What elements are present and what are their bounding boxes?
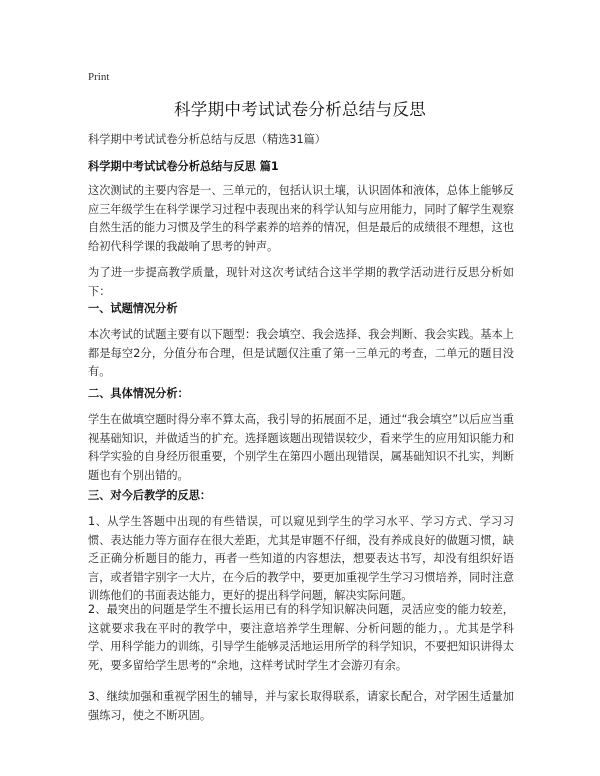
page-title: 科学期中考试试卷分析总结与反思: [174, 100, 426, 119]
paragraph-reflection-1: 1、从学生答题中出现的有些错误，可以窥见到学生的学习水平、学习方式、学习习惯、表达能力等方面存在很大差距，尤其是审题不仔细，没有养成良好的做题习惯，缺乏正确分析题目的能力，再者一些知道的内容想法，想要表达书写，却没有组织好语言，或者错字别字一大片，在今后的教学中，要更加重视学生学习习惯培养，同时注意训练他们的书面表达能力，更好的提出科学问题，解决实际问题。: [88, 515, 514, 603]
paragraph-intro: 这次测试的主要内容是一、三单元的，包括认识土壤，认识固体和液体，总体上能够反应三年级学生在科学课学习过程中表现出来的科学认知与应用能力，同时了解学生观察自然生活的能力习惯及学生的科学素养的培养的情况，但是最后的成绩很不理想，这也给初代科学课的我敲响了思考的钟声。: [88, 184, 514, 253]
paragraph-purpose: 为了进一步提高教学质量，现针对这次考试结合这半学期的教学活动进行反思分析如下：: [88, 266, 514, 298]
paragraph-reflection-3: 3、继续加强和重视学困生的辅导，并与家长取得联系，请家长配合，对学困生适量加强练习，使之不断巩固。: [88, 690, 514, 722]
section-heading-detail-analysis: 二、具体情况分析：: [88, 387, 189, 400]
document-subtitle: 科学期中考试试卷分析总结与反思（精选31篇）: [88, 133, 326, 146]
section-heading-reflection: 三、对今后教学的反思：: [88, 489, 212, 502]
paragraph-reflection-2: 2、最突出的问题是学生不擅长运用已有的科学知识解决问题，灵活应变的能力较差，这就要求我在平时的教学中，要注意培养学生理解、分析问题的能力，。尤其是学科学、用科学能力的训练，引导学生能够灵活地运用所学的科学知识，不要把知识讲得太死，要多留给学生思考的“余地，这样考试时学生才会游刃有余。: [88, 603, 514, 672]
print-link[interactable]: Print: [88, 71, 110, 83]
article-heading: 科学期中考试试卷分析总结与反思 篇1: [88, 160, 279, 173]
paragraph-test-analysis: 本次考试的试题主要有以下题型：我会填空、我会选择、我会判断、我会实践。基本上都是每空2分，分值分布合理，但是试题仅注重了第一三单元的考查，二单元的题目没有。: [88, 328, 514, 379]
section-heading-test-analysis: 一、试题情况分析: [88, 302, 178, 315]
paragraph-detail-analysis: 学生在做填空题时得分率不算太高，我引导的拓展面不足，通过“我会填空”以后应当重视基础知识，并做适当的扩充。选择题该题出现错误较少，看来学生的应用知识能力和科学实验的自身经历很重要，个别学生在第四小题出现错误，属基础知识不扎实，判断题也有个别出错的。: [88, 413, 514, 482]
